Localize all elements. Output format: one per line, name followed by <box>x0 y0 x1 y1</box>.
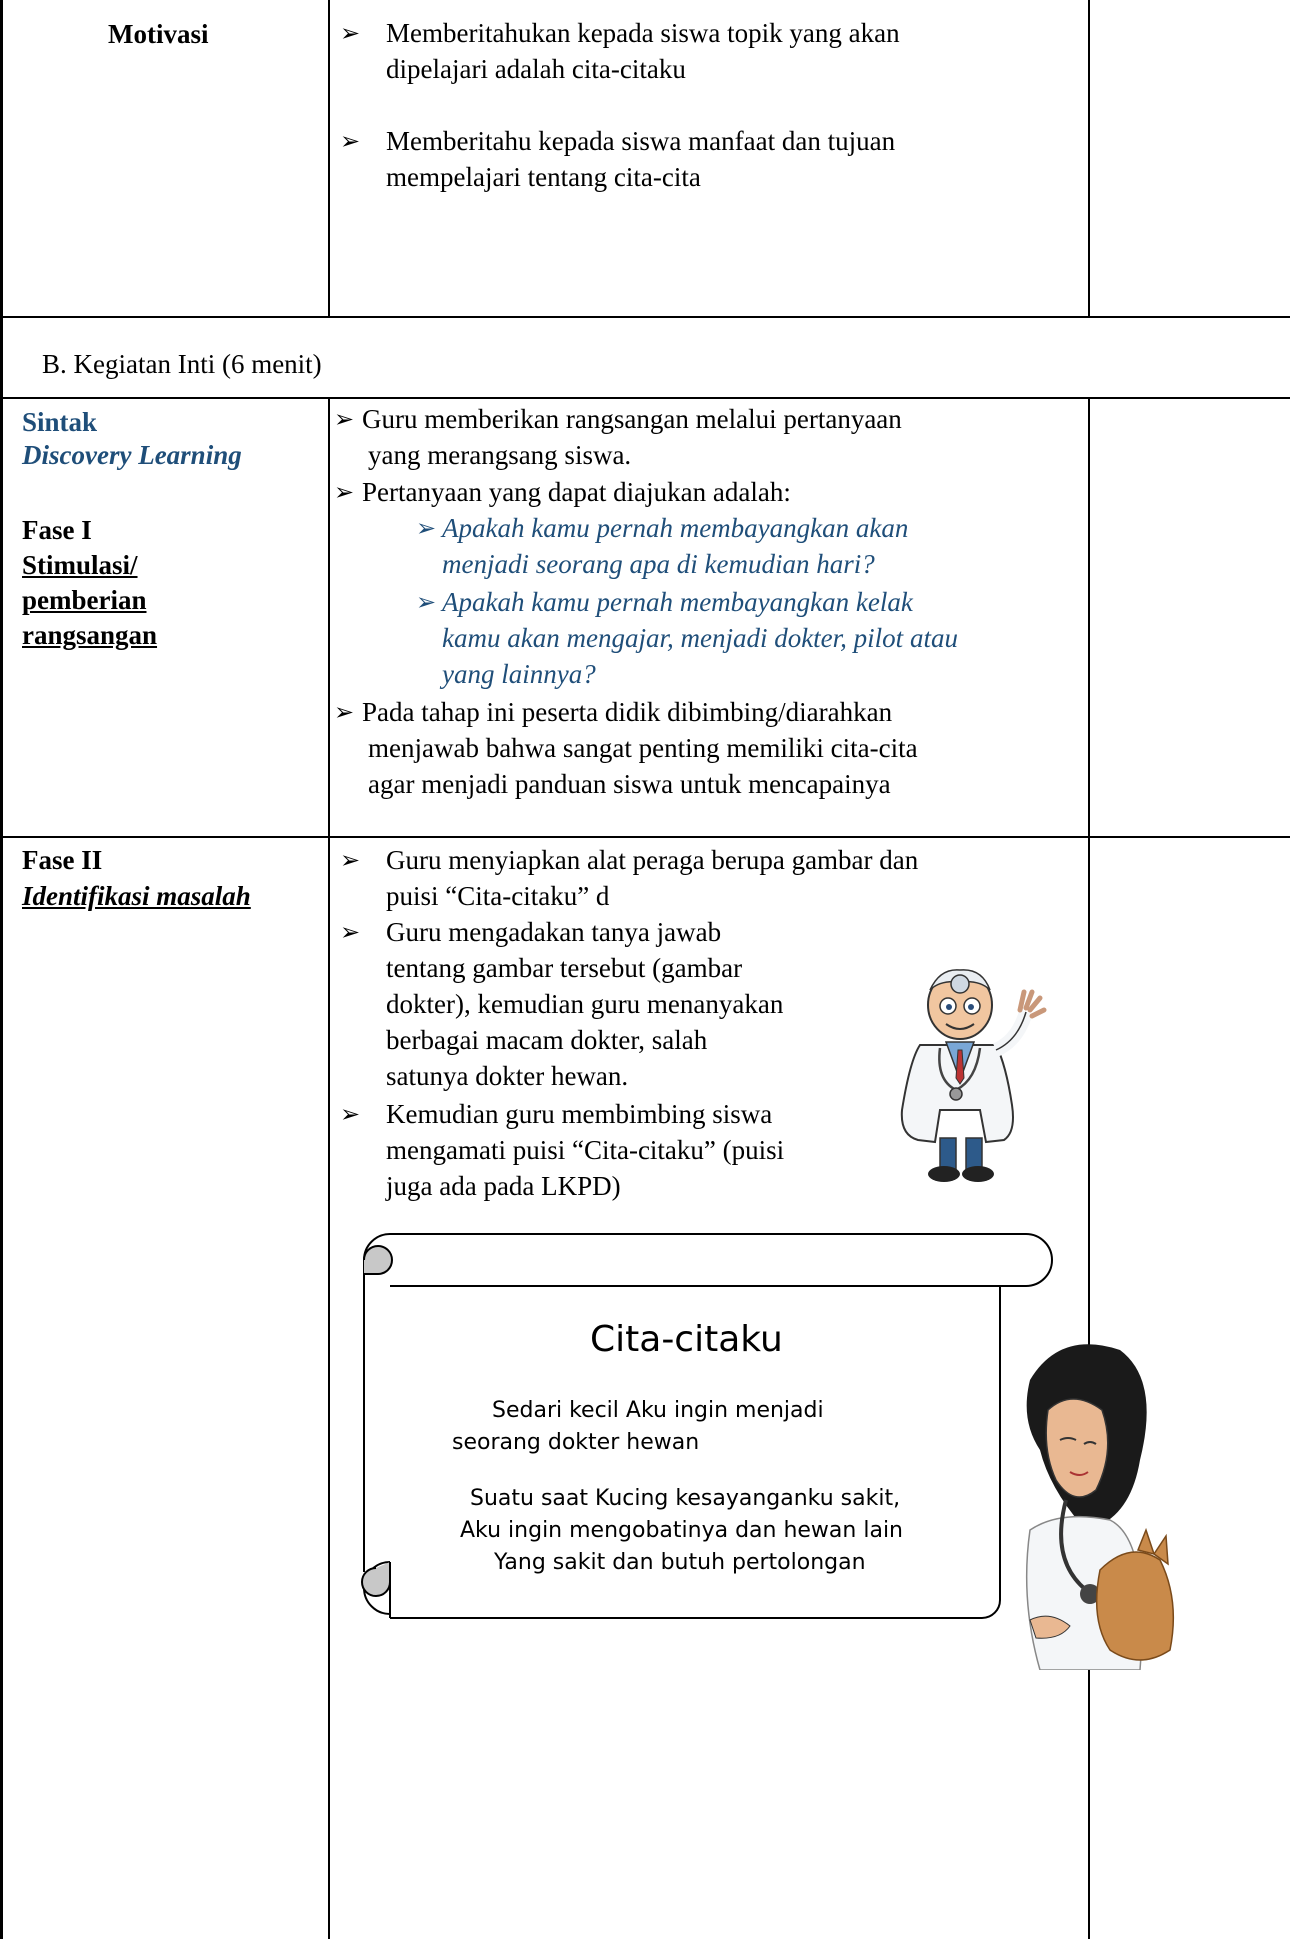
table-border <box>328 0 330 318</box>
question-2-line-3: yang lainnya? <box>442 659 596 689</box>
table-border <box>0 0 3 318</box>
table-border <box>1088 397 1090 1939</box>
fase-1-name-line-2: pemberian <box>22 585 147 615</box>
fase-2-bullet-3-line-3: juga ada pada LKPD) <box>386 1171 621 1201</box>
fase-1-bullet-2: Pertanyaan yang dapat diajukan adalah: <box>362 477 791 507</box>
vet-illustration <box>990 1340 1190 1670</box>
table-border <box>0 836 1290 838</box>
poem-title: Cita-citaku <box>590 1319 783 1360</box>
sintak-label: Sintak <box>22 407 98 437</box>
table-border <box>328 397 330 1939</box>
fase-2-label: Fase II <box>22 845 103 875</box>
question-2-line-1: Apakah kamu pernah membayangkan kelak <box>442 587 913 617</box>
question-2-line-2: kamu akan mengajar, menjadi dokter, pilot atau <box>442 623 958 653</box>
table-border <box>0 318 3 398</box>
arrow-bullet-icon: ➢ <box>334 405 355 433</box>
question-1-line-2: menjadi seorang apa di kemudian hari? <box>442 549 875 579</box>
poem-line-1: Sedari kecil Aku ingin menjadi <box>492 1398 824 1423</box>
arrow-bullet-icon: ➢ <box>340 127 361 155</box>
arrow-bullet-icon: ➢ <box>416 588 437 616</box>
fase-1-bullet-3-line-1: Pada tahap ini peserta didik dibimbing/diarahkan <box>362 697 893 727</box>
table-border <box>0 397 1290 399</box>
table-border <box>1088 0 1090 318</box>
model-label: Discovery Learning <box>22 440 242 470</box>
table-border <box>0 397 3 1939</box>
fase-1-bullet-3-line-3: agar menjadi panduan siswa untuk mencapainya <box>368 769 891 799</box>
fase-2-bullet-2-line-4: berbagai macam dokter, salah <box>386 1025 708 1055</box>
motivasi-bullet-1-line-1: Memberitahukan kepada siswa topik yang akan <box>386 18 900 48</box>
question-1-line-1: Apakah kamu pernah membayangkan akan <box>442 513 909 543</box>
doctor-illustration <box>880 960 1050 1190</box>
fase-2-name: Identifikasi masalah <box>22 881 251 911</box>
fase-1-name-line-3: rangsangan <box>22 620 158 650</box>
motivasi-bullet-1-line-2: dipelajari adalah cita-citaku <box>386 54 686 84</box>
motivasi-bullet-2-line-2: mempelajari tentang cita-cita <box>386 162 701 192</box>
fase-2-bullet-2-line-2: tentang gambar tersebut (gambar <box>386 953 743 983</box>
fase-2-bullet-1-line-2: puisi “Cita-citaku” d <box>386 881 610 911</box>
arrow-bullet-icon: ➢ <box>340 1100 361 1128</box>
arrow-bullet-icon: ➢ <box>340 846 361 874</box>
fase-2-bullet-3-line-1: Kemudian guru membimbing siswa <box>386 1099 773 1129</box>
arrow-bullet-icon: ➢ <box>334 698 355 726</box>
fase-2-bullet-2-line-3: dokter), kemudian guru menanyakan <box>386 989 784 1019</box>
fase-1-label: Fase I <box>22 515 92 545</box>
fase-2-bullet-2-line-5: satunya dokter hewan. <box>386 1061 629 1091</box>
arrow-bullet-icon: ➢ <box>340 918 361 946</box>
fase-1-bullet-3-line-2: menjawab bahwa sangat penting memiliki cita-cita <box>368 733 918 763</box>
motivasi-label: Motivasi <box>108 19 209 49</box>
fase-2-bullet-1-line-1: Guru menyiapkan alat peraga berupa gambar dan <box>386 845 919 875</box>
motivasi-bullet-2-line-1: Memberitahu kepada siswa manfaat dan tujuan <box>386 126 896 156</box>
fase-2-bullet-2-line-1: Guru mengadakan tanya jawab <box>386 917 722 947</box>
poem-line-2: seorang dokter hewan <box>452 1430 700 1455</box>
fase-2-bullet-3-line-2: mengamati puisi “Cita-citaku” (puisi <box>386 1135 785 1165</box>
arrow-bullet-icon: ➢ <box>334 478 355 506</box>
poem-line-5: Yang sakit dan butuh pertolongan <box>494 1550 866 1575</box>
fase-1-bullet-1-line-1: Guru memberikan rangsangan melalui pertanyaan <box>362 404 902 434</box>
table-border <box>0 316 1290 318</box>
arrow-bullet-icon: ➢ <box>416 514 437 542</box>
fase-1-name-line-1: Stimulasi/ <box>22 550 138 580</box>
poem-line-3: Suatu saat Kucing kesayanganku sakit, <box>470 1486 901 1511</box>
fase-1-bullet-1-line-2: yang merangsang siswa. <box>368 440 632 470</box>
section-heading: B. Kegiatan Inti (6 menit) <box>42 349 322 379</box>
arrow-bullet-icon: ➢ <box>340 19 361 47</box>
poem-line-4: Aku ingin mengobatinya dan hewan lain <box>460 1518 903 1543</box>
